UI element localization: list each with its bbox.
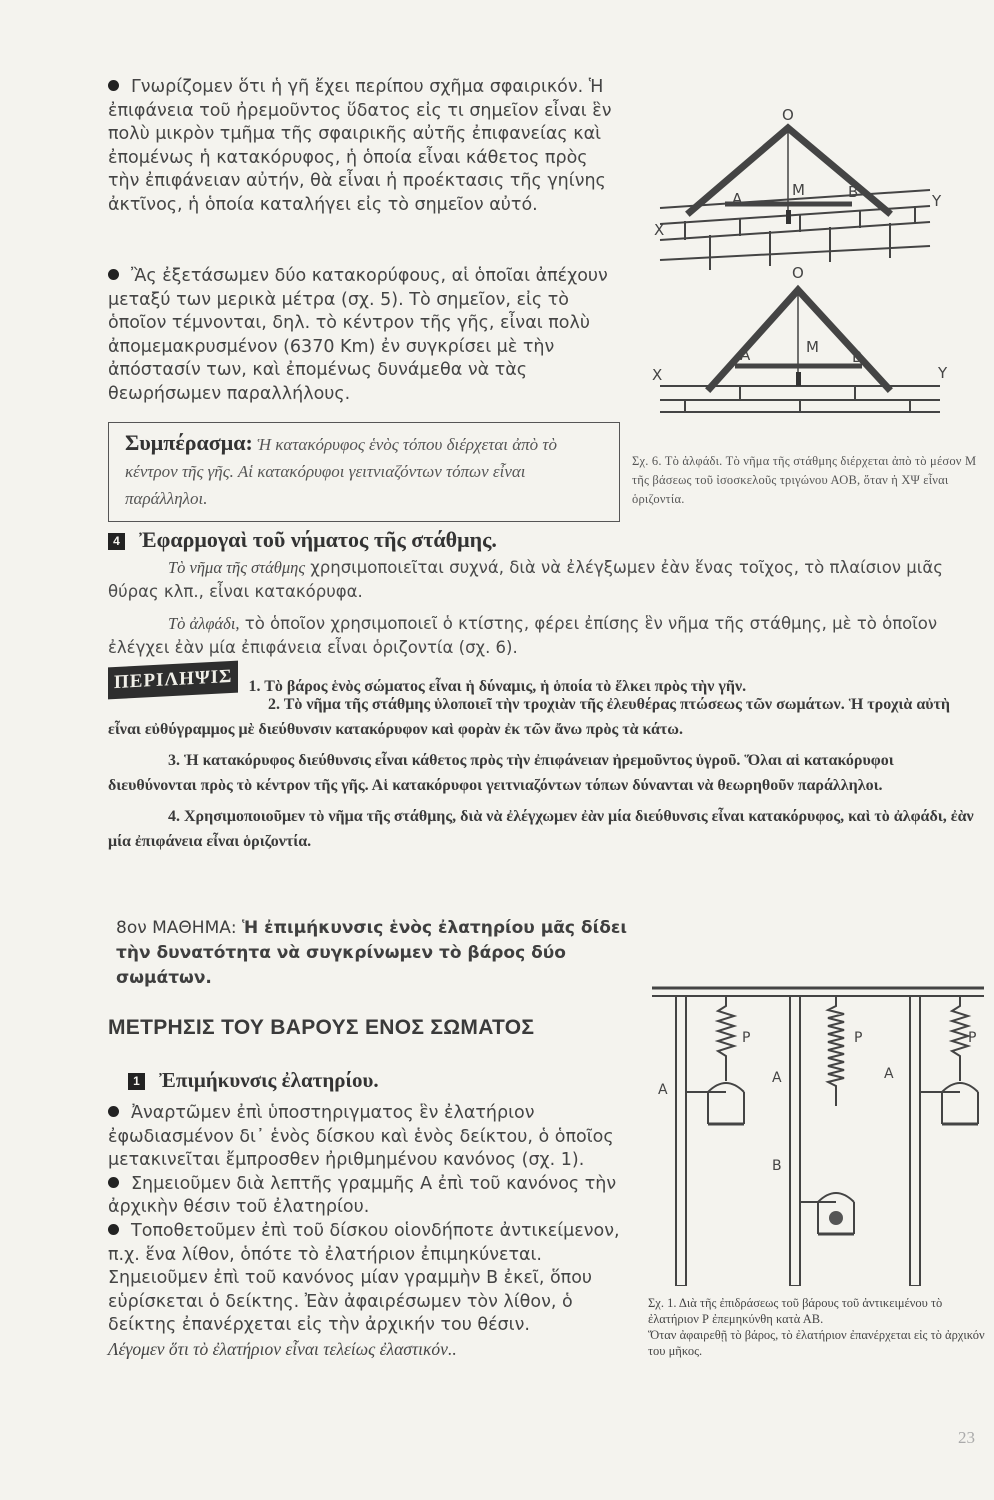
summary-label: ΠΕΡΙΛΗΨΙΣ xyxy=(108,661,238,699)
term-plumb-line: Τὸ νῆμα τῆς στάθμης xyxy=(168,558,306,577)
section-title: Ἐφαρμογαὶ τοῦ νήματος τῆς στάθμης. xyxy=(139,527,497,552)
label-m: M xyxy=(806,338,819,356)
label-a: A xyxy=(884,1066,894,1082)
summary-block xyxy=(108,664,982,855)
figure-1-springs xyxy=(648,978,988,1286)
lesson-header xyxy=(116,916,636,991)
applications-line-2: τὸ ὁποῖον χρησιμοποιεῖ ὁ κτίστης, φέρει ἐπίσης ἓν νῆμα τῆς στάθμης, μὲ τὸ ὁποῖον ἐλέγχει ἐὰν μία ἐπιφάνεια εἶναι ὁριζοντία (σχ. 6). xyxy=(108,614,938,657)
label-y: Y xyxy=(932,192,942,210)
paragraph-text: Τοποθετοῦμεν ἐπὶ τοῦ δίσκου οἱονδήποτε ἀντικείμενον, π.χ. ἕνα λίθον, ὁπότε τὸ ἐλατήριον ἐπιμηκύνεται. Σημειοῦμεν ἐπὶ τοῦ κανόνος μίαν γραμμὴν Β ἐκεῖ, ὅπου εὑρίσκεται ὁ δείκτης. Ἐὰν ἀφαιρέσωμεν τὸν λίθον, ὁ δείκτης ἐπανέρχεται εἰς τὴν ἀρχικήν του θέσιν. xyxy=(108,1220,620,1336)
label-a: A xyxy=(732,190,743,208)
section-title: Ἐπιμήκυνσις ἐλατηρίου. xyxy=(159,1068,379,1092)
label-p: P xyxy=(854,1030,863,1046)
stone xyxy=(829,1211,843,1225)
conclusion-box xyxy=(108,422,620,522)
paragraph-earth-shape xyxy=(108,76,623,218)
conclusion-title: Συμπέρασμα: xyxy=(125,430,253,455)
paragraph-text: Ἀναρτῶμεν ἐπὶ ὑποστηριγματος ἓν ἐλατήριον ἐφωδιασμένον δι᾿ ἑνὸς δίσκου καὶ ἑνὸς δείκτου, ὁ ὁποῖος μετακινεῖται ἔμπροσθεν ἠριθμημένου κανόνος (σχ. 1). xyxy=(108,1103,614,1171)
label-p: P xyxy=(742,1030,751,1046)
bullet-icon xyxy=(108,1177,119,1188)
label-b: B xyxy=(772,1158,782,1174)
plumb-bob xyxy=(786,210,791,224)
label-a: A xyxy=(658,1082,668,1098)
bullet-icon xyxy=(108,1224,119,1235)
summary-item-3: 3. Ἡ κατακόρυφος διεύθυνσις εἶναι κάθετος πρὸς τὴν ἐπιφάνειαν ἠρεμοῦντος ὑγροῦ. Ὅλαι αἱ κατακόρυφοι διευθύνονται πρὸς τὸ κέντρον τῆς γῆς. Αἱ κατακόρυφοι γειτνιαζόντων τόπων δύνανται νὰ θεωρηθοῦν παράλληλοι. xyxy=(108,751,894,794)
label-x: X xyxy=(654,221,665,239)
paragraph-conclusion: Λέγομεν ὅτι τὸ ἐλατήριον εἶναι τελείως ἐλαστικόν.. xyxy=(108,1338,457,1359)
plumb-bob xyxy=(796,372,801,386)
spring-text xyxy=(108,1102,628,1362)
caption-line-2: Ὅταν ἀφαιρεθῇ τὸ βάρος, τὸ ἐλατήριον ἐπανέρχεται εἰς τὸ ἀρχικόν του μῆκος. xyxy=(648,1328,985,1358)
paragraph-text: Ἂς ἐξετάσωμεν δύο κατακορύφους, αἱ ὁποῖαι ἀπέχουν μεταξύ των μερικὰ μέτρα (σχ. 5). Τὸ σημεῖον, εἰς τὸ ὁποῖον τέμνονται, δηλ. τὸ κέντρον τῆς γῆς, εἶναι πολὺ ἀπομεμακρυσμένον (6370 Km) ἐν συγκρίσει μὲ τὴν ἀπόστασίν των, καὶ ἐπομένως δυνάμεθα νὰ τὰς θεωρήσωμεν παραλλήλους. xyxy=(108,266,608,404)
applications-text xyxy=(108,556,978,660)
lesson-label: ΜΑΘΗΜΑ: xyxy=(152,918,237,938)
lesson-text: Ἡ ἐπιμήκυνσις ἑνὸς ἐλατηρίου μᾶς δίδει τὴν δυνατότητα νὰ συγκρίνωμεν τὸ βάρος δύο σωμάτων. xyxy=(116,918,627,988)
label-b: B xyxy=(852,348,863,366)
bullet-icon xyxy=(108,269,119,280)
label-a: A xyxy=(772,1070,782,1086)
applications-line-1: χρησιμοποιεῖται συχνά, διὰ νὰ ἐλέγξωμεν ἐὰν ἕνας τοῖχος, τὸ πλαίσιον μιᾶς θύρας κλπ., εἶναι κατακόρυφα. xyxy=(108,558,943,601)
label-x: X xyxy=(652,366,663,384)
figure-1-caption xyxy=(648,1295,993,1359)
lesson-number: 8ον xyxy=(116,918,147,938)
section-heading-applications xyxy=(108,527,497,553)
conclusion-text: Ἡ κατακόρυφος ἑνὸς τόπου διέρχεται ἀπὸ τὸ κέντρον τῆς γῆς. Αἱ κατακόρυφοι γειτνιαζόντων τόπων εἶναι παράλληλοι. xyxy=(125,435,557,508)
bullet-icon xyxy=(108,1106,119,1117)
summary-item-1: 1. Τὸ βάρος ἑνὸς σώματος εἶναι ἡ δύναμις, ἡ ὁποία τὸ ἕλκει πρὸς τὴν γῆν. xyxy=(248,678,747,695)
figure-6-spirit-level xyxy=(640,100,960,420)
label-o: O xyxy=(792,264,804,282)
label-b: B xyxy=(848,183,859,201)
label-a: A xyxy=(740,346,751,364)
summary-item-4: 4. Χρησιμοποιοῦμεν τὸ νῆμα τῆς στάθμης, διὰ νὰ ἐλέγχωμεν ἐὰν μία διεύθυνσις εἶναι κατακόρυφος, καὶ τὸ ἀλφάδι, ἐὰν μία ἐπιφάνεια εἶναι ὁριζοντία. xyxy=(108,807,974,850)
page-number: 23 xyxy=(958,1428,975,1447)
main-heading: ΜΕΤΡΗΣΙΣ ΤΟΥ ΒΑΡΟΥΣ ΕΝΟΣ ΣΩΜΑΤΟΣ xyxy=(108,1016,535,1039)
paragraph-text: Σημειοῦμεν διὰ λεπτῆς γραμμῆς Α ἐπὶ τοῦ κανόνος τὴν ἀρχικὴν θέσιν τοῦ ἐλατηρίου. xyxy=(108,1173,617,1218)
section-number: 1 xyxy=(128,1073,145,1090)
section-heading-spring xyxy=(128,1068,379,1093)
section-number: 4 xyxy=(108,533,125,550)
summary-item-2: 2. Τὸ νῆμα τῆς στάθμης ὑλοποιεῖ τὴν τροχιὰν τῆς ἐλευθέρας πτώσεως τῶν σωμάτων. Ἡ τροχιὰ αὐτὴ εἶναι εὐθύγραμμος μὲ διεύθυνσιν κατακόρυφον καὶ φορὰν ἐκ τῶν ἄνω πρὸς τὰ κάτω. xyxy=(108,695,951,738)
bullet-icon xyxy=(108,80,119,91)
figure-6-caption: Σχ. 6. Τὸ ἀλφάδι. Τὸ νῆμα τῆς στάθμης διέρχεται ἀπὸ τὸ μέσον Μ τῆς βάσεως τοῦ ἰσοσκελοῦς τριγώνου ΑΟΒ, ὅταν ἡ ΧΨ εἶναι ὁριζοντία. xyxy=(632,454,977,506)
label-y: Y xyxy=(938,364,948,382)
label-o: O xyxy=(782,106,794,124)
caption-line-1: Σχ. 1. Διὰ τῆς ἐπιδράσεως τοῦ βάρους τοῦ ἀντικειμένου τὸ ἐλατήριον Ρ ἐπεμηκύνθη κατὰ ΑΒ. xyxy=(648,1296,943,1326)
label-p: P xyxy=(968,1030,977,1046)
paragraph-two-verticals xyxy=(108,265,623,407)
paragraph-text: Γνωρίζομεν ὅτι ἡ γῆ ἔχει περίπου σχῆμα σφαιρικόν. Ἡ ἐπιφάνεια τοῦ ἠρεμοῦντος ὕδατος εἰς τι σημεῖον εἶναι ἓν πολὺ μικρὸν τμῆμα τῆς σφαιρικῆς αὐτῆς ἐπιφανείας καὶ ἐπομένως ἡ κατακόρυφος, ἡ ὁποία εἶναι κάθετος πρὸς τὴν ἐπιφάνειαν αὐτήν, θὰ εἶναι ἡ προέκτασις τῆς γηίνης ἀκτῖνος, ἡ ὁποία καταλήγει εἰς τὸ σημεῖον αὐτό. xyxy=(108,77,612,215)
term-spirit-level: Τὸ ἀλφάδι, xyxy=(168,614,240,633)
label-m: M xyxy=(792,181,805,199)
